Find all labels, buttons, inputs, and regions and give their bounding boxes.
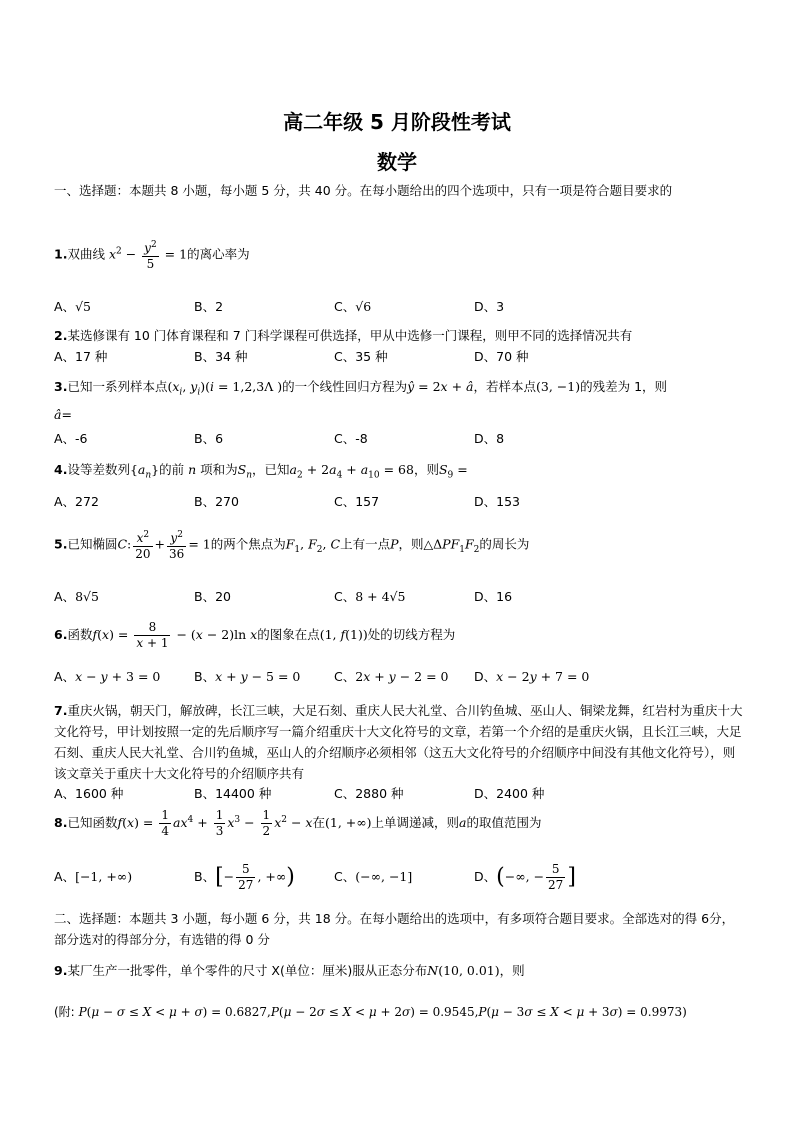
question-5: 5.已知椭圆C: $\frac{x^2}{20}$ + $\frac{y^2}{36}$ = 1的两个焦点为$F_1$, $F_2$, C上有一点P，则$\triangle\Delta PF_1F_2$的周长为 <box>54 530 530 561</box>
option-c: C、-8 <box>334 431 368 446</box>
question-3: 3.已知一系列样本点($x_i$, $y_i)(i = 1,2,3\Lambda$ )的一个线性回归方程为ŷ = 2x + â，若样本点(3, −1)的残差为 1，则 <box>54 379 668 398</box>
question-5-options <box>54 586 754 608</box>
option-c: C、(−∞, −1] <box>334 869 413 884</box>
question-8-options <box>54 862 754 892</box>
question-3-line2: â= <box>54 407 72 422</box>
option-b: B、34 种 <box>194 349 248 364</box>
question-1-options <box>54 296 754 318</box>
option-a: A、-6 <box>54 431 88 446</box>
option-c: C、157 <box>334 494 380 509</box>
option-c: C、8 + 4√5 <box>334 589 406 604</box>
option-d: D、70 种 <box>474 349 529 364</box>
option-c: C、√6 <box>334 299 372 314</box>
question-3-options <box>54 428 754 450</box>
option-c: C、2880 种 <box>334 786 404 801</box>
question-9: 9.某厂生产一批零件，单个零件的尺寸 X(单位：厘米)服从正态分布N(10, 0.01)，则 <box>54 963 525 978</box>
section-1-heading: 一、选择题：本题共 8 小题，每小题 5 分，共 40 分。在每小题给出的四个选项中，只有一项是符合题目要求的 <box>54 183 673 198</box>
question-6: 6.函数f(x) = $\frac{8}{x + 1}$ − (x − 2)ln x的图象在点(1, f(1))处的切线方程为 <box>54 620 456 650</box>
option-b: B、20 <box>194 589 231 604</box>
option-d: D、(−∞, − $\frac{5}{27}$ ] <box>474 862 576 892</box>
question-4-options <box>54 491 754 513</box>
option-d: D、2400 种 <box>474 786 545 801</box>
option-b: B、[− $\frac{5}{27}$ , +∞) <box>194 862 295 892</box>
question-6-options <box>54 666 754 688</box>
option-b: B、2 <box>194 299 224 314</box>
option-a: A、272 <box>54 494 99 509</box>
question-4: 4.设等差数列$\{a_n\}$的前 n 项和为$S_n$，已知$a_2 + 2a_4 + a_{10} = 68$，则$S_9$ = <box>54 462 468 481</box>
option-d: D、3 <box>474 299 505 314</box>
question-2: 2.某选修课有 10 门体育课程和 7 门科学课程可供选择，甲从中选修一门课程，则甲不同的选择情况共有 <box>54 328 633 343</box>
option-d: D、8 <box>474 431 505 446</box>
option-b: B、6 <box>194 431 224 446</box>
question-7-options <box>54 783 754 805</box>
option-a: A、x − y + 3 = 0 <box>54 669 161 684</box>
question-2-options <box>54 346 754 368</box>
question-7: 7.重庆火锅，朝天门，解放碑，长江三峡，大足石刻、重庆人民大礼堂、合川钓鱼城、巫山人、铜梁龙舞，红岩村为重庆十大文化符号，甲计划按照一定的先后顺序写一篇介绍重庆十大文化符号的文章，若第一个介绍的是重庆火锅，且长江三峡，大足石刻、重庆人民大礼堂、合川钓鱼城，巫山人的介绍顺序必须相邻（这五大文化符号的介绍顺序中间没有其他文化符号），则该文章关于重庆十大文化符号的介绍顺序共有 <box>54 703 743 781</box>
option-d: D、16 <box>474 589 513 604</box>
option-c: C、2x + y − 2 = 0 <box>334 669 449 684</box>
option-d: D、x − 2y + 7 = 0 <box>474 669 590 684</box>
option-a: A、[−1, +∞) <box>54 869 133 884</box>
option-a: A、√5 <box>54 299 91 314</box>
option-b: B、x + y − 5 = 0 <box>194 669 301 684</box>
option-a: A、17 种 <box>54 349 108 364</box>
option-d: D、153 <box>474 494 520 509</box>
option-b: B、14400 种 <box>194 786 272 801</box>
question-1: 1.双曲线 $x^2$ − $\frac{y^2}{5}$ = 1的离心率为 <box>54 240 250 271</box>
exam-subject: 数学 <box>377 150 417 174</box>
option-c: C、35 种 <box>334 349 388 364</box>
question-8: 8.已知函数f(x) = $\frac{1}{4}$ $ax^4$ + $\frac{1}{3}$ $x^3$ − $\frac{1}{2}$ $x^2 - x$在(1, +∞)上单调递减，则a的取值范围为 <box>54 808 542 838</box>
option-b: B、270 <box>194 494 239 509</box>
option-a: A、8√5 <box>54 589 99 604</box>
question-9-note: (附: P(μ − σ ≤ X < μ + σ) = 0.6827,P(μ − 2σ ≤ X < μ + 2σ) = 0.9545,P(μ − 3σ ≤ X < μ + 3σ) = 0.9973) <box>54 1005 687 1019</box>
option-a: A、1600 种 <box>54 786 124 801</box>
section-2-heading: 二、选择题：本题共 3 小题，每小题 6 分，共 18 分。在每小题给出的选项中，有多项符合题目要求。全部选对的得 6分，部分选对的得部分分，有选错的得 0 分 <box>54 911 735 947</box>
exam-title: 高二年级 5 月阶段性考试 <box>283 110 511 134</box>
